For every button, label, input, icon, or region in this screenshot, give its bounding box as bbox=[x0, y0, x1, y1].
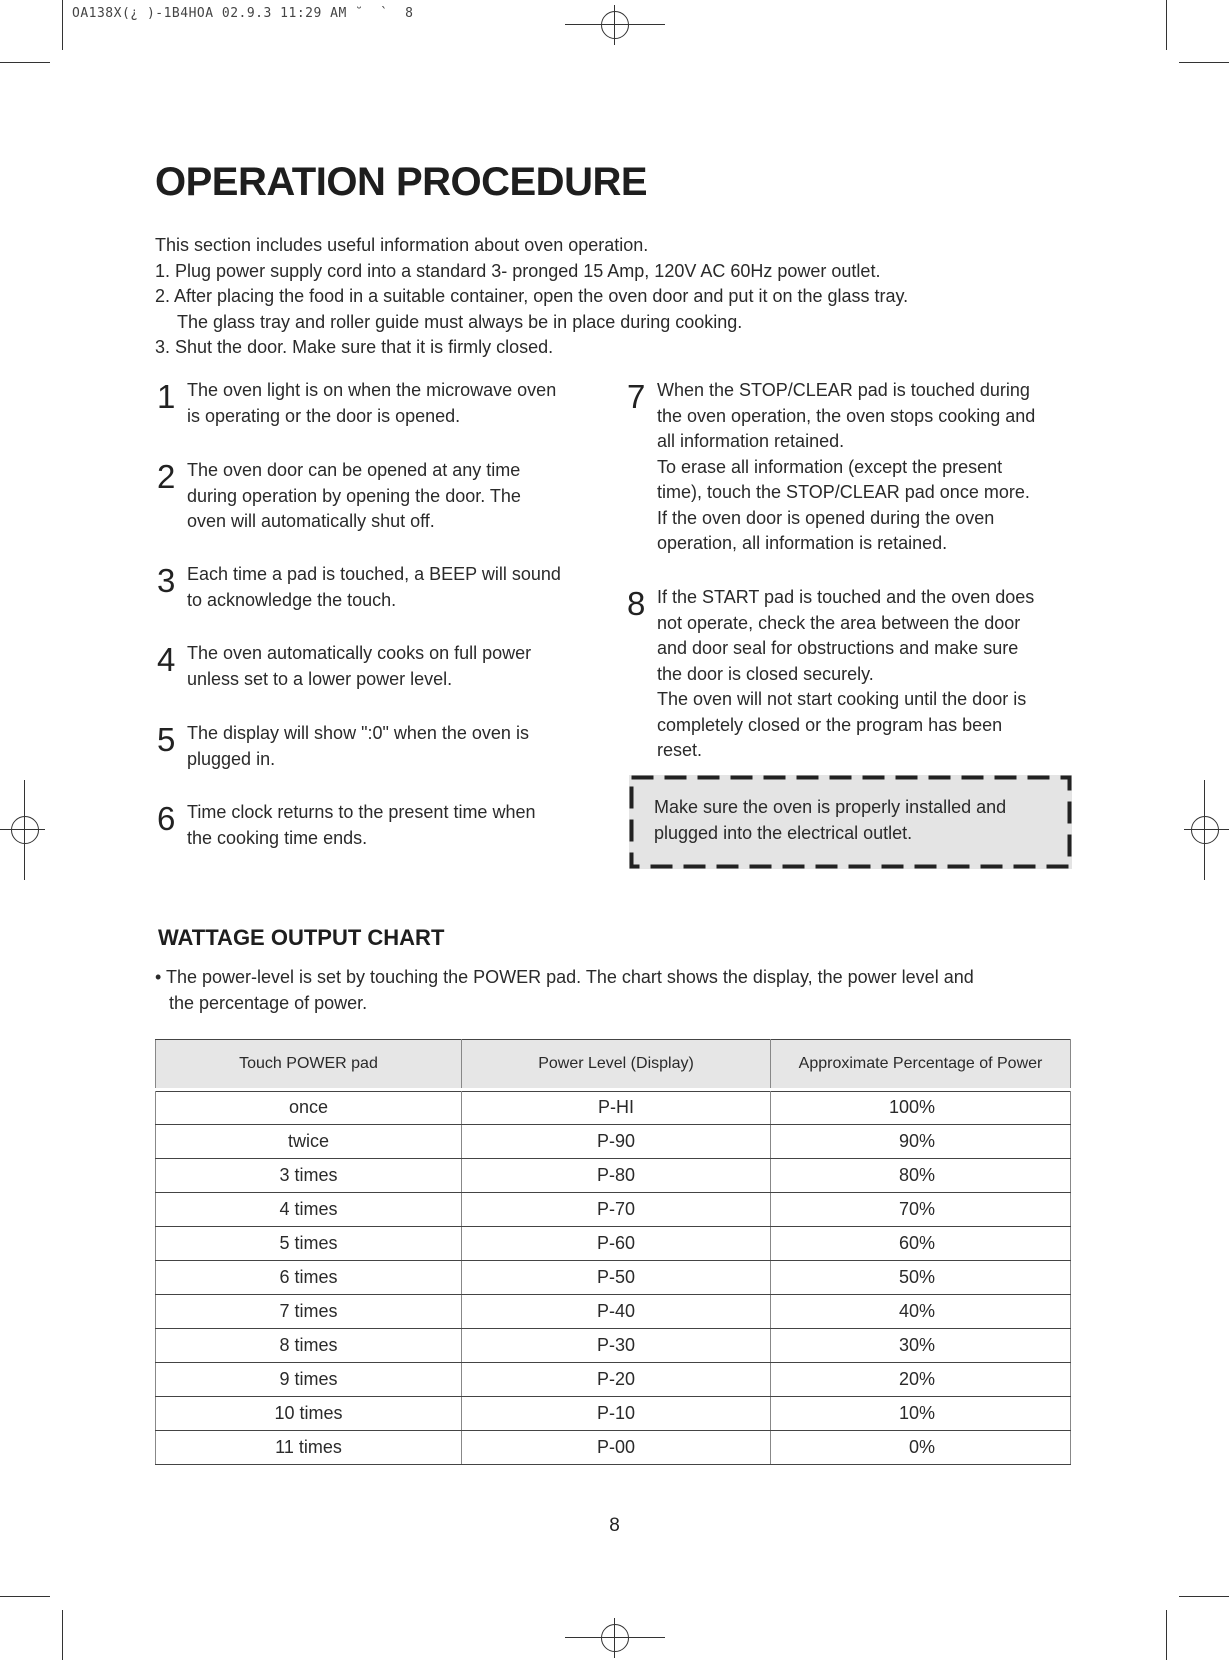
step-text: The oven light is on when the microwave oven bbox=[187, 380, 557, 400]
table-cell: 40% bbox=[771, 1295, 1071, 1329]
table-row bbox=[156, 1193, 1071, 1227]
crop-mark bbox=[0, 62, 50, 63]
step-text: the door is closed securely. bbox=[657, 663, 874, 684]
step-text: completely closed or the program has been bbox=[657, 714, 1003, 735]
step-text: When the STOP/CLEAR pad is touched during bbox=[657, 380, 1030, 400]
step-text: unless set to a lower power level. bbox=[187, 668, 453, 689]
step-text: oven will automatically shut off. bbox=[187, 511, 435, 531]
table-row bbox=[156, 1090, 1071, 1125]
intro-line: 1. Plug power supply cord into a standard 3- pronged 15 Amp, 120V AC 60Hz power outlet. bbox=[155, 260, 881, 281]
step-text: not operate, check the area between the door bbox=[657, 612, 1021, 633]
step-text: all information retained. bbox=[657, 431, 845, 451]
table-cell: 90% bbox=[771, 1125, 1071, 1159]
table-cell: 60% bbox=[771, 1227, 1071, 1261]
step-text: The oven automatically cooks on full power bbox=[187, 643, 532, 663]
description-line: the percentage of power. bbox=[169, 992, 368, 1013]
table-row bbox=[156, 1227, 1071, 1261]
table-cell: P-10 bbox=[462, 1397, 771, 1431]
step-text: to acknowledge the touch. bbox=[187, 589, 397, 610]
table-cell: 30% bbox=[771, 1329, 1071, 1363]
step-number: 4 bbox=[157, 641, 176, 678]
step-text: Time clock returns to the present time when bbox=[187, 802, 536, 822]
crop-mark bbox=[1179, 62, 1229, 63]
crop-mark bbox=[1166, 0, 1167, 50]
column-header: Approximate Percentage of Power bbox=[771, 1040, 1071, 1090]
table-header-row bbox=[156, 1040, 1071, 1090]
table-row bbox=[156, 1363, 1071, 1397]
table-cell: once bbox=[156, 1090, 462, 1125]
note-box bbox=[629, 775, 1072, 869]
step-text: If the START pad is touched and the oven does bbox=[657, 587, 1035, 607]
note-text: plugged into the electrical outlet. bbox=[654, 822, 913, 843]
table-cell: 50% bbox=[771, 1261, 1071, 1295]
step-number: 5 bbox=[157, 721, 176, 758]
crop-mark bbox=[0, 1596, 50, 1597]
description-line: • The power-level is set by touching the POWER pad. The chart shows the display, the power level and bbox=[155, 967, 974, 987]
table-cell: P-90 bbox=[462, 1125, 771, 1159]
crop-mark bbox=[62, 0, 63, 50]
step-text: operation, all information is retained. bbox=[657, 533, 948, 553]
table-cell: 70% bbox=[771, 1193, 1071, 1227]
step-text: is operating or the door is opened. bbox=[187, 405, 461, 426]
intro-section bbox=[155, 233, 1055, 361]
table-cell: 4 times bbox=[156, 1193, 462, 1227]
table-row bbox=[156, 1125, 1071, 1159]
table-cell: P-70 bbox=[462, 1193, 771, 1227]
crop-mark bbox=[1179, 1596, 1229, 1597]
table-row bbox=[156, 1295, 1071, 1329]
step-text: Each time a pad is touched, a BEEP will sound bbox=[187, 564, 561, 584]
table-cell: P-HI bbox=[462, 1090, 771, 1125]
step-text: If the oven door is opened during the oven bbox=[657, 507, 995, 528]
step-text: reset. bbox=[657, 740, 703, 760]
table-cell: 9 times bbox=[156, 1363, 462, 1397]
table-cell: 100% bbox=[771, 1090, 1071, 1125]
printer-slug: OA138X(¿ )-1B4HOA 02.9.3 11:29 AM ˘ ` 8 bbox=[72, 6, 414, 21]
table-cell: P-30 bbox=[462, 1329, 771, 1363]
table-cell: P-20 bbox=[462, 1363, 771, 1397]
table-cell: 10% bbox=[771, 1397, 1071, 1431]
table-cell: P-80 bbox=[462, 1159, 771, 1193]
table-cell: 3 times bbox=[156, 1159, 462, 1193]
step-text: The oven will not start cooking until the door is bbox=[657, 689, 1027, 709]
table-cell: P-60 bbox=[462, 1227, 771, 1261]
intro-line: 3. Shut the door. Make sure that it is firmly closed. bbox=[155, 337, 554, 357]
table-row bbox=[156, 1397, 1071, 1431]
column-header: Touch POWER pad bbox=[156, 1040, 462, 1090]
table-cell: 20% bbox=[771, 1363, 1071, 1397]
step-text: The display will show ":0" when the oven is bbox=[187, 723, 529, 743]
table-cell: 5 times bbox=[156, 1227, 462, 1261]
step-text: the cooking time ends. bbox=[187, 827, 368, 848]
wattage-description bbox=[155, 965, 1075, 1016]
step-text: and door seal for obstructions and make sure bbox=[657, 638, 1019, 658]
step-number: 6 bbox=[157, 800, 176, 837]
table-cell: 80% bbox=[771, 1159, 1071, 1193]
crop-mark bbox=[1166, 1610, 1167, 1660]
column-header: Power Level (Display) bbox=[462, 1040, 771, 1090]
table-cell: P-40 bbox=[462, 1295, 771, 1329]
table-cell: P-50 bbox=[462, 1261, 771, 1295]
step-number: 7 bbox=[627, 378, 646, 415]
crop-mark bbox=[62, 1610, 63, 1660]
table-row bbox=[156, 1329, 1071, 1363]
intro-line: This section includes useful information about oven operation. bbox=[155, 235, 649, 255]
wattage-table bbox=[155, 1039, 1071, 1465]
table-cell: 11 times bbox=[156, 1431, 462, 1465]
wattage-chart-title: WATTAGE OUTPUT CHART bbox=[158, 925, 445, 950]
step-text: time), touch the STOP/CLEAR pad once more. bbox=[657, 482, 1030, 502]
table-cell: 8 times bbox=[156, 1329, 462, 1363]
step-text: the oven operation, the oven stops cooking and bbox=[657, 405, 1036, 426]
page-title: OPERATION PROCEDURE bbox=[155, 160, 648, 204]
table-row bbox=[156, 1159, 1071, 1193]
step-number: 3 bbox=[157, 562, 176, 599]
step-number: 1 bbox=[157, 378, 176, 415]
table-cell: 7 times bbox=[156, 1295, 462, 1329]
table-cell: 6 times bbox=[156, 1261, 462, 1295]
step-text: To erase all information (except the present bbox=[657, 456, 1003, 477]
table-cell: 0% bbox=[771, 1431, 1071, 1465]
step-number: 8 bbox=[627, 585, 646, 622]
step-text: during operation by opening the door. The bbox=[187, 485, 521, 506]
table-row bbox=[156, 1431, 1071, 1465]
intro-line: The glass tray and roller guide must always be in place during cooking. bbox=[177, 311, 743, 332]
step-text: The oven door can be opened at any time bbox=[187, 460, 521, 480]
table-cell: P-00 bbox=[462, 1431, 771, 1465]
table-cell: twice bbox=[156, 1125, 462, 1159]
step-text: plugged in. bbox=[187, 748, 276, 769]
intro-line: 2. After placing the food in a suitable container, open the oven door and put it on the glass tray. bbox=[155, 286, 909, 306]
note-text: Make sure the oven is properly installed and bbox=[654, 797, 1007, 817]
table-cell: 10 times bbox=[156, 1397, 462, 1431]
step-number: 2 bbox=[157, 458, 176, 495]
table-row bbox=[156, 1261, 1071, 1295]
page-number: 8 bbox=[609, 1515, 620, 1536]
